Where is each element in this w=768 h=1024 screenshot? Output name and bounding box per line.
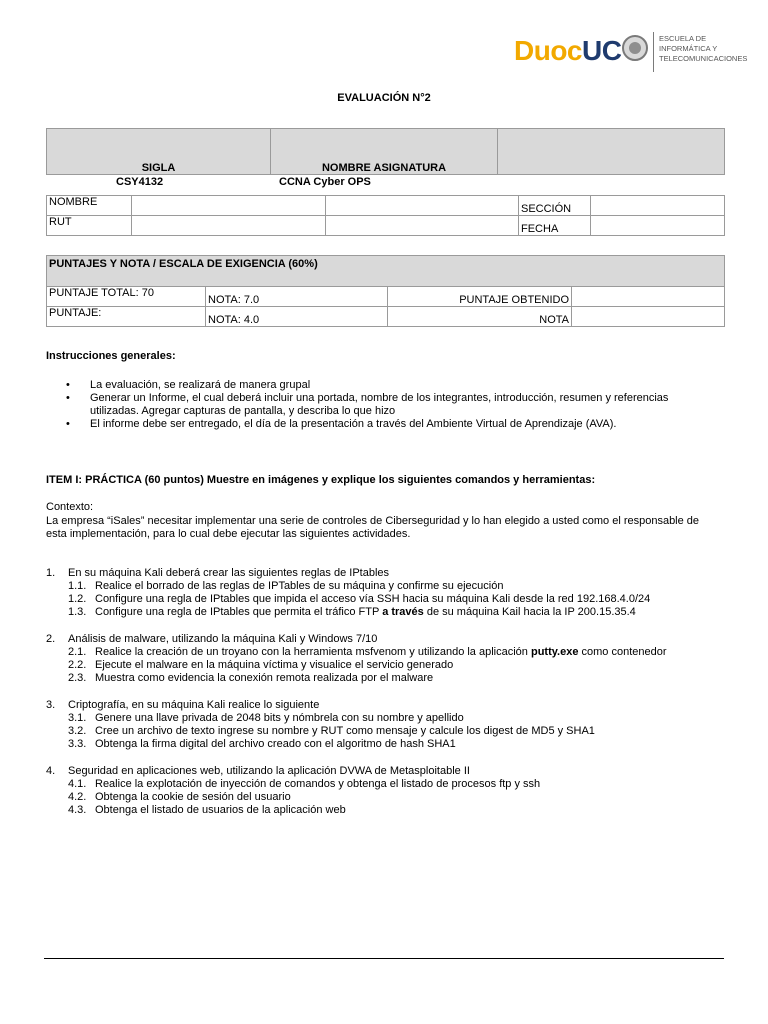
subtask-text: Obtenga la firma digital del archivo creado con el algoritmo de hash SHA1	[95, 738, 456, 750]
brand-part-a: Duoc	[514, 35, 582, 66]
subtask-text: Realice el borrado de las reglas de IPTables de su máquina y confirme su ejecución	[95, 580, 504, 592]
fecha-label: FECHA	[519, 216, 591, 236]
blank-header	[498, 129, 725, 175]
contexto-line-2: esta implementación, para lo cual debe ejecutar las siguientes actividades.	[46, 528, 411, 540]
subtask-number: 2.3.	[68, 672, 87, 684]
subtask-text-tail: de su máquina Kail hacia la IP 200.15.35.4	[423, 606, 636, 618]
task-3	[46, 699, 726, 751]
instructions-list	[46, 379, 726, 431]
task-1	[46, 567, 726, 619]
subtask-text: Realice la creación de un troyano con la herramienta msfvenom y utilizando la aplicación	[95, 646, 531, 658]
nombre-label: NOMBRE	[47, 196, 132, 216]
footer-divider	[44, 958, 724, 959]
nota-field[interactable]	[572, 307, 725, 327]
subtask-text: Cree un archivo de texto ingrese su nombre y RUT como mensaje y calcule los digest de MD5 y SHA1	[95, 725, 595, 737]
rut-field[interactable]	[132, 216, 326, 236]
task-text: Análisis de malware, utilizando la máquina Kali y Windows 7/10	[68, 633, 378, 645]
subtask-number: 1.1.	[68, 580, 87, 592]
subtask-number: 3.3.	[68, 738, 87, 750]
school-line-1: ESCUELA DE	[659, 34, 707, 43]
puntaje-obtenido-field[interactable]	[572, 287, 725, 307]
duoc-uc-logo	[514, 32, 748, 74]
task-number: 2.	[46, 633, 56, 645]
instruction-item-continuation: utilizadas. Agregar capturas de pantalla, y describa lo que hizo	[90, 405, 396, 417]
subtask-text-tail: como contenedor	[578, 646, 667, 658]
logo-divider	[653, 32, 654, 72]
task-text: Seguridad en aplicaciones web, utilizando la aplicación DVWA de Metasploitable II	[68, 765, 470, 777]
task-4	[46, 765, 726, 817]
nota-min: NOTA: 4.0	[206, 307, 388, 327]
sigla-header: SIGLA	[47, 129, 271, 175]
subtask-number: 4.3.	[68, 804, 87, 816]
task-list	[46, 567, 726, 817]
brand-wordmark	[514, 36, 621, 66]
instruction-item: • La evaluación, se realizará de manera grupal	[46, 379, 726, 392]
puntaje-label: PUNTAJE:	[47, 307, 206, 327]
task-2	[46, 633, 726, 685]
subtask-number: 2.2.	[68, 659, 87, 671]
subtask-emphasis: a través	[382, 606, 424, 618]
rut-label: RUT	[47, 216, 132, 236]
university-seal-icon	[622, 35, 648, 61]
subtask-number: 4.2.	[68, 791, 87, 803]
subtask-text: Configure una regla de IPtables que impida el acceso vía SSH hacia su máquina Kali desde la red 192.168.4.0/24	[95, 593, 651, 605]
nombre-field[interactable]	[132, 196, 326, 216]
school-line-2: INFORMÁTICA Y	[659, 44, 718, 53]
subtask-emphasis: putty.exe	[530, 646, 579, 658]
contexto-label: Contexto:	[46, 501, 94, 513]
seccion-field[interactable]	[591, 196, 725, 216]
instructions-heading: Instrucciones generales:	[46, 350, 176, 362]
subtask-text: Ejecute el malware en la máquina víctima y visualice el servicio generado	[95, 659, 454, 671]
subtask-text: Obtenga la cookie de sesión del usuario	[95, 791, 291, 803]
task-number: 3.	[46, 699, 56, 711]
course-table	[46, 128, 725, 175]
subtask-number: 3.2.	[68, 725, 87, 737]
brand-part-b: UC	[582, 35, 622, 66]
subtask-number: 1.3.	[68, 606, 87, 618]
document-title: EVALUACIÓN N°2	[337, 92, 431, 104]
rut-field-extra[interactable]	[326, 216, 519, 236]
scores-table	[46, 255, 725, 327]
puntaje-obtenido-label: PUNTAJE OBTENIDO	[388, 287, 572, 307]
subtask-text: Obtenga el listado de usuarios de la aplicación web	[95, 804, 346, 816]
asignatura-header: NOMBRE ASIGNATURA	[271, 129, 498, 175]
puntaje-total: PUNTAJE TOTAL: 70	[47, 287, 206, 307]
subtask-number: 1.2.	[68, 593, 87, 605]
instruction-item: • Generar un Informe, el cual deberá incluir una portada, nombre de los integrantes, introducción, resumen y referencias	[46, 392, 726, 405]
subtask-number: 2.1.	[68, 646, 87, 658]
subtask-text: Genere una llave privada de 2048 bits y nómbrela con su nombre y apellido	[95, 712, 464, 724]
instruction-item: • El informe debe ser entregado, el día de la presentación a través del Ambiente Virtual de Aprendizaje (AVA).	[46, 418, 726, 431]
subtask-number: 3.1.	[68, 712, 87, 724]
nombre-field-extra[interactable]	[326, 196, 519, 216]
seccion-label: SECCIÓN	[519, 196, 591, 216]
school-line-3: TELECOMUNICACIONES	[659, 54, 748, 63]
school-name	[659, 34, 747, 64]
fecha-field[interactable]	[591, 216, 725, 236]
asignatura-value: CCNA Cyber OPS	[279, 176, 371, 188]
task-text: En su máquina Kali deberá crear las siguientes reglas de IPtables	[68, 567, 390, 579]
sigla-value: CSY4132	[116, 176, 164, 188]
item1-heading: ITEM I: PRÁCTICA (60 puntos) Muestre en imágenes y explique los siguientes comandos y herramientas:	[46, 474, 596, 486]
subtask-text: Muestra como evidencia la conexión remota realizada por el malware	[95, 672, 434, 684]
task-number: 1.	[46, 567, 56, 579]
task-text: Criptografía, en su máquina Kali realice lo siguiente	[68, 699, 320, 711]
nota-max: NOTA: 7.0	[206, 287, 388, 307]
nota-label: NOTA	[388, 307, 572, 327]
subtask-number: 4.1.	[68, 778, 87, 790]
contexto-line-1: La empresa “iSales” necesitar implementar una serie de controles de Ciberseguridad y lo han elegido a usted como el responsable de	[46, 515, 700, 527]
task-number: 4.	[46, 765, 56, 777]
subtask-text: Configure una regla de IPtables que permita el tráfico FTP	[95, 606, 383, 618]
student-info-table	[46, 195, 725, 236]
subtask-text: Realice la explotación de inyección de comandos y obtenga el listado de procesos ftp y ssh	[95, 778, 541, 790]
scores-header: PUNTAJES Y NOTA / ESCALA DE EXIGENCIA (60%)	[47, 256, 725, 287]
